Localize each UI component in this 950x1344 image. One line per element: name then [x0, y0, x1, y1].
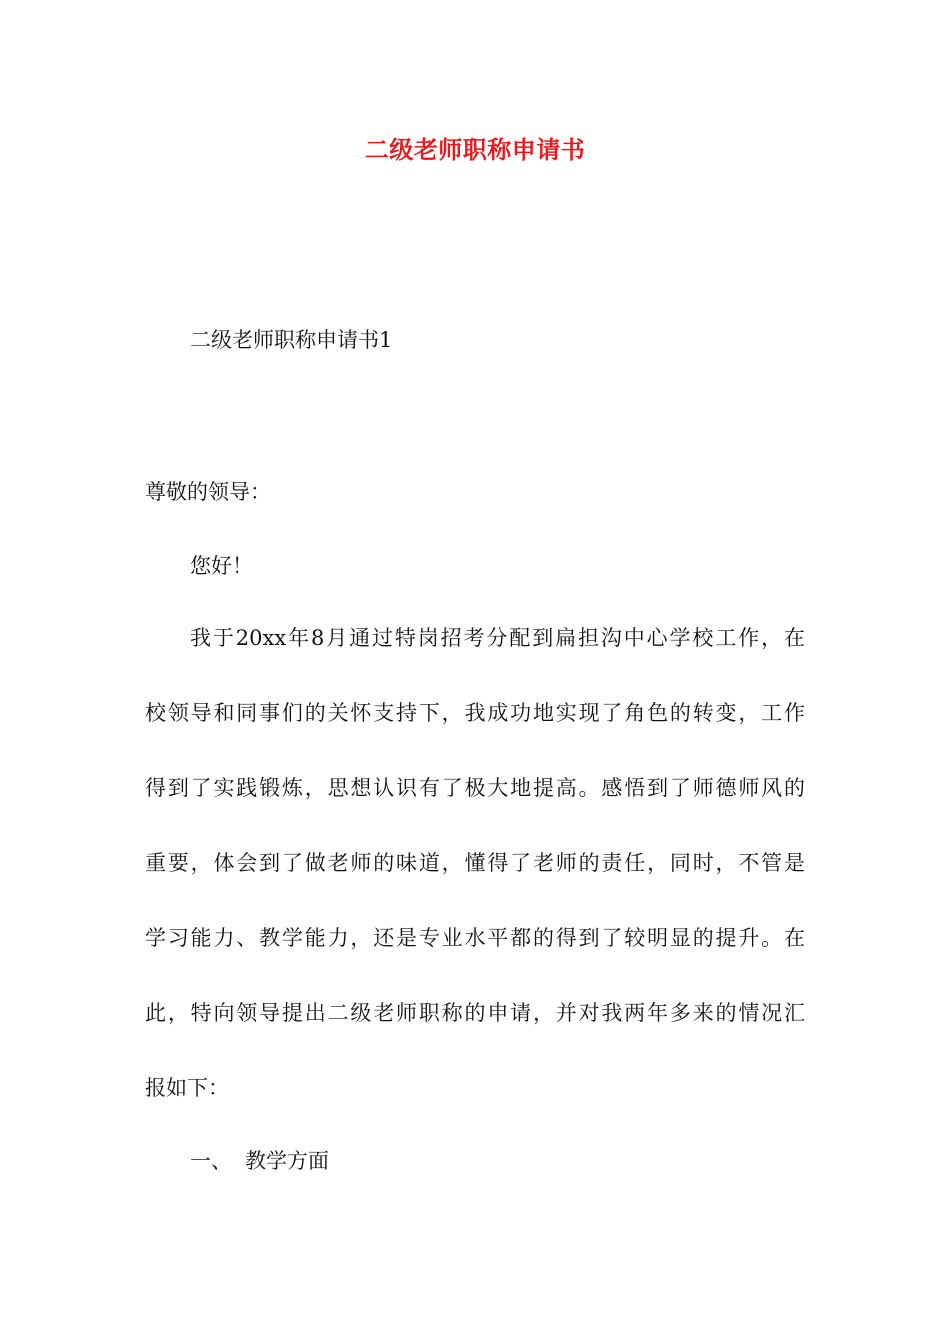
section-heading — [190, 1143, 329, 1179]
paragraph-line: 学习能力、教学能力，还是专业水平都的得到了较明显的提升。在 — [145, 926, 805, 950]
section-title: 教学方面 — [245, 1149, 329, 1173]
intro-paragraph — [145, 620, 805, 1145]
paragraph-line: 报如下： — [145, 1076, 229, 1100]
paragraph-line: 得到了实践锻炼，思想认识有了极大地提高。感悟到了师德师风的 — [145, 776, 805, 800]
paragraph-line: 重要，体会到了做老师的味道，懂得了老师的责任，同时，不管是 — [145, 851, 805, 875]
paragraph-line: 校领导和同事们的关怀支持下，我成功地实现了角色的转变，工作 — [145, 701, 805, 725]
section-number: 一、 — [190, 1149, 232, 1173]
greeting: 您好！ — [190, 554, 253, 578]
letter-subtitle: 二级老师职称申请书1 — [190, 328, 393, 352]
salutation: 尊敬的领导： — [145, 480, 271, 504]
paragraph-line: 我于20xx年8月通过特岗招考分配到扁担沟中心学校工作，在 — [190, 626, 805, 650]
document-title: 二级老师职称申请书 — [364, 135, 586, 164]
paragraph-line: 此，特向领导提出二级老师职称的申请，并对我两年多来的情况汇 — [145, 1001, 805, 1025]
